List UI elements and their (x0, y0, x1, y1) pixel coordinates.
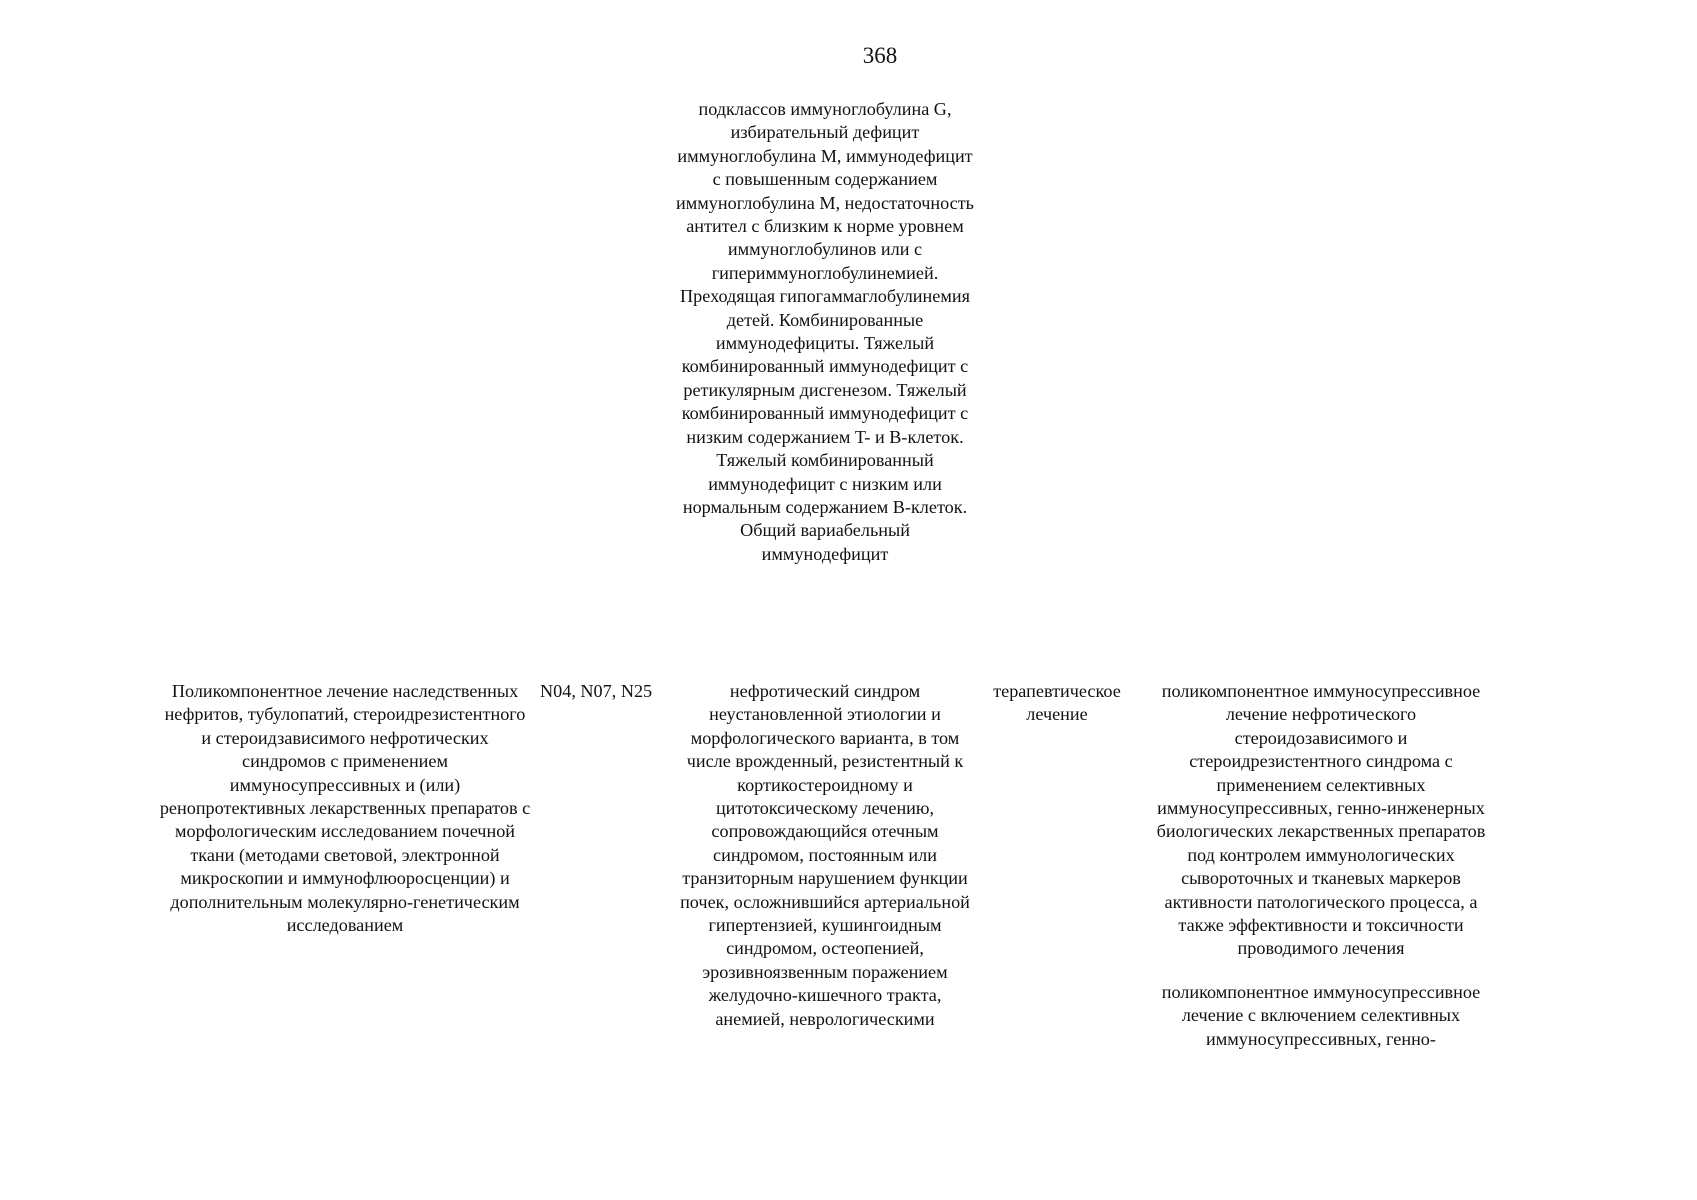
treatment-name-cell: Поликомпонентное лечение наследственных нефритов, тубулопатий, стероидрезистентного и стероидзависимого нефротических синдромов с применением иммуносупрессивных и (или) ренопротективных лекарственных препаратов с морфологическим исследованием почечной ткани (методами световой, электронной микроскопии и иммунофлюоросценции) и дополнительным молекулярно-генетическим исследованием (159, 681, 531, 936)
diagnosis-cell: нефротический синдром неустановленной этиологии и морфологического варианта, в том числе врожденный, резистентный к кортикостероидному и цитотоксическому лечению, сопровождающийся отечным синдромом, постоянным или транзиторным нарушением функции почек, осложнившийся артериальной гипертензией, кушингоидным синдромом, остеопенией, эрозивноязвенным поражением желудочно-кишечного тракта, анемией, неврологическими (680, 681, 970, 1029)
method-spacer (1150, 961, 1492, 981)
treatment-method-1: поликомпонентное иммуносупрессивное лечение нефротического стероидозависимого и стероидрезистентного синдрома с применением селективных иммуносупрессивных, генно-инженерных биологических лекарственных препаратов под контролем иммунологических сывороточных и тканевых маркеров активности патологического процесса, а также эффективности и токсичности проводимого лечения (1156, 681, 1486, 959)
page-number: 368 (862, 43, 898, 68)
treatment-method-2: поликомпонентное иммуносупрессивное лечение с включением селективных иммуносупрессивных, генно- (1161, 981, 1481, 1049)
icd-codes-cell: N04, N07, N25 (540, 681, 653, 701)
treatment-type-cell: терапевтическое лечение (993, 681, 1121, 725)
treatment-methods-cell (1150, 680, 1492, 1051)
diagnosis-continued-cell: подклассов иммуноглобулина G, избирательный дефицит иммуноглобулина M, иммунодефицит с повышенным содержанием иммуноглобулина M, недостаточность антител с близким к норме уровнем иммуноглобулинов или с гипериммуноглобулинемией. Преходящая гипогаммаглобулинемия детей. Комбинированные иммунодефициты. Тяжелый комбинированный иммунодефицит с ретикулярным дисгенезом. Тяжелый комбинированный иммунодефицит с низким содержанием T- и B-клеток. Тяжелый комбинированный иммунодефицит с низким или нормальным содержанием B-клеток. Общий вариабельный иммунодефицит (676, 99, 974, 564)
